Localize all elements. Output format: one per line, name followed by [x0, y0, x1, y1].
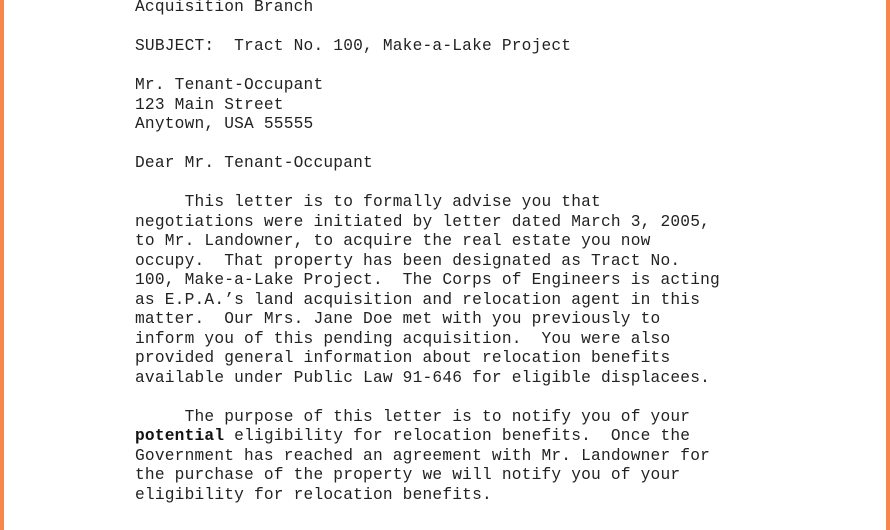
paragraph-line: This letter is to formally advise you that	[135, 193, 601, 211]
paragraph-line	[135, 427, 775, 447]
right-border	[886, 0, 890, 530]
paragraph-line: Government has reached an agreement with Mr. Landowner for	[135, 446, 711, 465]
paragraph-2	[135, 408, 775, 506]
paragraph-line: the purchase of the property we will notify you of your	[135, 466, 681, 484]
addressee-name: Mr. Tenant-Occupant	[135, 76, 324, 94]
paragraph-line: The purpose of this letter is to notify you of your	[135, 407, 691, 426]
spacer	[135, 57, 775, 77]
paragraph-line: to Mr. Landowner, to acquire the real estate you now	[135, 232, 651, 250]
left-border	[0, 0, 4, 530]
paragraph-line: negotiations were initiated by letter dated March 3, 2005,	[135, 212, 711, 231]
paragraph-line: as E.P.A.’s land acquisition and relocation agent in this	[135, 290, 701, 309]
paragraph-line: occupy. That property has been designated as Tract No.	[135, 251, 681, 270]
paragraph-line: provided general information about relocation benefits	[135, 349, 671, 367]
spacer	[135, 135, 775, 155]
addressee-city: Anytown, USA 55555	[135, 115, 314, 133]
paragraph-1	[135, 193, 775, 388]
letter-body	[135, 0, 775, 505]
salutation: Dear Mr. Tenant-Occupant	[135, 154, 373, 172]
spacer	[135, 388, 775, 408]
header-line: Acquisition Branch	[135, 0, 314, 16]
spacer	[135, 174, 775, 194]
spacer	[135, 18, 775, 38]
paragraph-line: available under Public Law 91-646 for eligible displacees.	[135, 368, 711, 387]
paragraph-line: matter. Our Mrs. Jane Doe met with you previously to	[135, 310, 661, 328]
subject-line: SUBJECT: Tract No. 100, Make-a-Lake Project	[135, 37, 572, 55]
addressee-block	[135, 76, 775, 135]
paragraph-line-rest: eligibility for relocation benefits. Once the	[224, 427, 691, 445]
emphasis-potential: potential	[135, 427, 225, 445]
paragraph-line: inform you of this pending acquisition. You were also	[135, 329, 671, 348]
paragraph-line: 100, Make-a-Lake Project. The Corps of Engineers is acting	[135, 271, 720, 289]
addressee-street: 123 Main Street	[135, 95, 284, 114]
paragraph-line: eligibility for relocation benefits.	[135, 485, 492, 504]
